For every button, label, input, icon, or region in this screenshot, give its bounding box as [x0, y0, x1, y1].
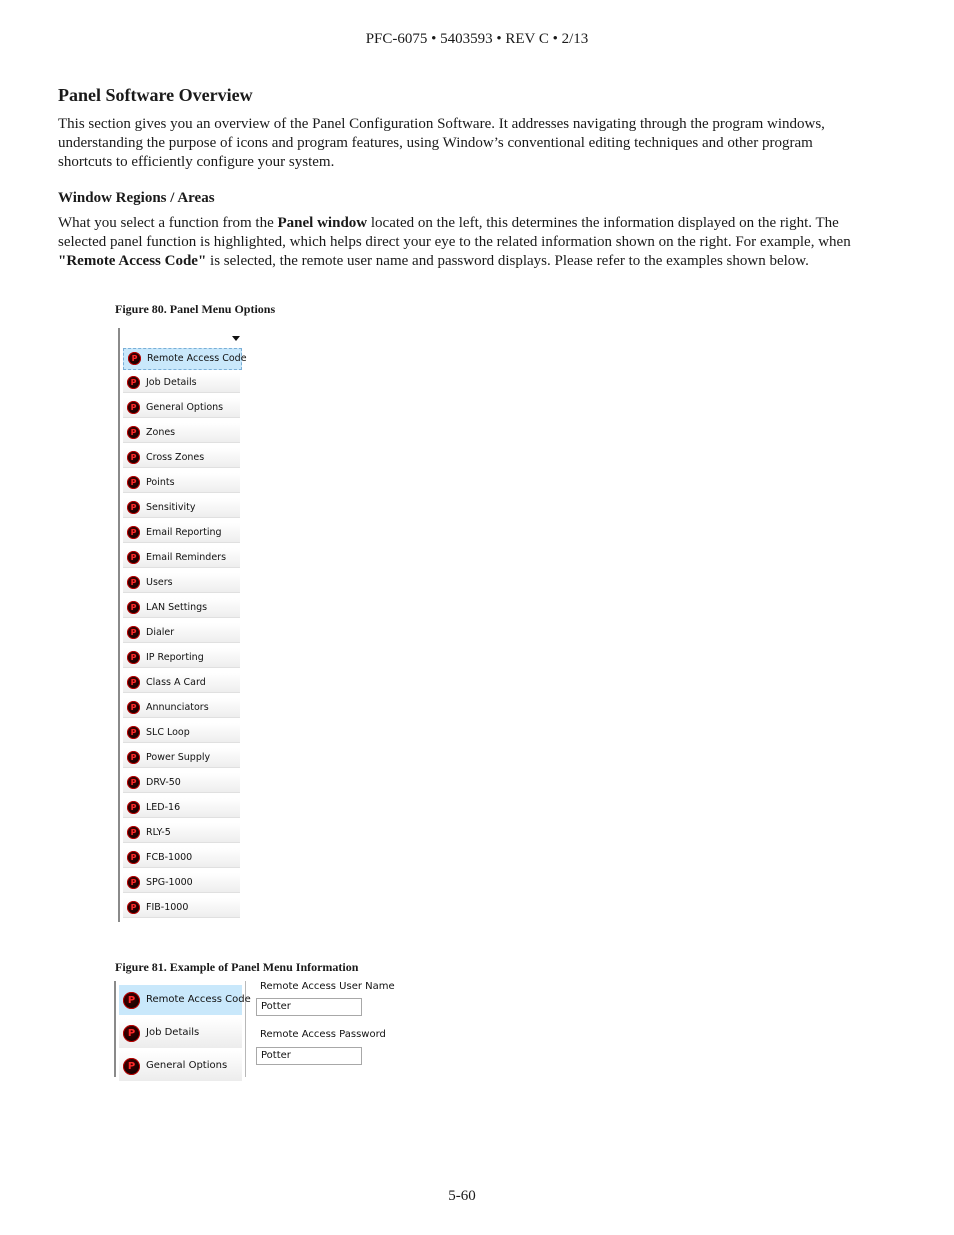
menu-item-slc-loop[interactable]	[123, 723, 240, 743]
panel-p-icon: P	[127, 426, 140, 439]
menu-item-email-reminders[interactable]	[123, 548, 240, 568]
panel-p-icon: P	[123, 1058, 140, 1075]
subsection-title: Window Regions / Areas	[58, 190, 215, 206]
example-item-label: General Options	[146, 1060, 228, 1071]
menu-item-label: Email Reporting	[146, 527, 222, 538]
dropdown-arrow-icon[interactable]	[232, 336, 240, 341]
panel-p-icon: P	[127, 626, 140, 639]
menu-item-lan-settings[interactable]	[123, 598, 240, 618]
menu-item-label: RLY-5	[146, 827, 171, 838]
para-text-3: is selected, the remote user name and password displays. Please refer to the examples shown below.	[206, 253, 809, 269]
menu-item-job-details[interactable]	[123, 373, 240, 393]
menu-item-fib-1000[interactable]	[123, 898, 240, 918]
menu-item-label: FCB-1000	[146, 852, 193, 863]
menu-item-users[interactable]	[123, 573, 240, 593]
menu-item-remote-access-code[interactable]	[123, 348, 247, 370]
menu-item-label: Power Supply	[146, 752, 211, 763]
panel-p-icon: P	[127, 451, 140, 464]
panel-p-icon: P	[127, 801, 140, 814]
panel-menu	[118, 328, 247, 922]
example-item-label: Job Details	[146, 1027, 200, 1038]
panel-p-icon: P	[127, 901, 140, 914]
menu-item-email-reporting[interactable]	[123, 523, 240, 543]
menu-item-drv-50[interactable]	[123, 773, 240, 793]
page-header: PFC-6075 • 5403593 • REV C • 2/13	[365, 31, 589, 47]
menu-item-led-16[interactable]	[123, 798, 240, 818]
menu-item-label: Points	[146, 477, 175, 488]
menu-item-points[interactable]	[123, 473, 240, 493]
menu-item-label: IP Reporting	[146, 652, 204, 663]
menu-item-spg-1000[interactable]	[123, 873, 240, 893]
panel-p-icon: P	[127, 526, 140, 539]
example-item-general-options[interactable]	[119, 1051, 242, 1081]
panel-p-icon: P	[127, 401, 140, 414]
para-bold-2: "Remote Access Code"	[58, 253, 207, 269]
panel-p-icon: P	[127, 551, 140, 564]
menu-item-ip-reporting[interactable]	[123, 648, 240, 668]
para-text-2: located on the left, this determines the information displayed on the right. The selected panel function is highlighted, which helps direct your eye to the related information shown on the right. For example, when	[58, 215, 851, 250]
para-text-1: What you select a function from the	[58, 215, 278, 231]
figure-81-caption: Figure 81. Example of Panel Menu Information	[115, 960, 359, 974]
remote-user-name-input[interactable]: Potter	[256, 998, 362, 1016]
panel-p-icon: P	[127, 826, 140, 839]
panel-p-icon: P	[127, 576, 140, 589]
menu-item-label: Users	[146, 577, 173, 588]
panel-p-icon: P	[127, 776, 140, 789]
section-title: Panel Software Overview	[58, 85, 253, 105]
panel-p-icon: P	[127, 476, 140, 489]
panel-menu-example	[114, 981, 251, 1077]
menu-item-label: FIB-1000	[146, 902, 189, 913]
menu-item-power-supply[interactable]	[123, 748, 240, 768]
menu-item-label: Remote Access Code	[147, 353, 247, 364]
example-item-job-details[interactable]	[119, 1018, 242, 1048]
panel-p-icon: P	[127, 751, 140, 764]
remote-password-input[interactable]: Potter	[256, 1047, 362, 1065]
menu-item-label: Email Reminders	[146, 552, 227, 563]
menu-item-dialer[interactable]	[123, 623, 240, 643]
intro-paragraph: This section gives you an overview of the Panel Configuration Software. It addresses navigating through the program windows, understanding the purpose of icons and program features, using Window’s conventional editing techniques and other program shortcuts to efficiently configure your system.	[58, 116, 825, 170]
page-number: 5-60	[448, 1188, 476, 1204]
menu-item-zones[interactable]	[123, 423, 240, 443]
example-item-remote-access-code[interactable]	[119, 985, 251, 1015]
panel-p-icon: P	[127, 701, 140, 714]
menu-item-fcb-1000[interactable]	[123, 848, 240, 868]
panel-p-icon: P	[127, 376, 140, 389]
menu-item-label: Annunciators	[146, 702, 209, 713]
menu-item-general-options[interactable]	[123, 398, 240, 418]
menu-item-label: LAN Settings	[146, 602, 208, 613]
panel-p-icon: P	[127, 601, 140, 614]
menu-item-label: General Options	[146, 402, 224, 413]
example-item-label: Remote Access Code	[146, 994, 251, 1005]
regions-paragraph	[58, 214, 858, 271]
panel-p-icon: P	[127, 851, 140, 864]
panel-p-icon: P	[123, 992, 140, 1009]
menu-item-cross-zones[interactable]	[123, 448, 240, 468]
menu-item-class-a-card[interactable]	[123, 673, 240, 693]
menu-item-annunciators[interactable]	[123, 698, 240, 718]
panel-p-icon: P	[127, 651, 140, 664]
figure-80-caption: Figure 80. Panel Menu Options	[115, 302, 276, 316]
panel-p-icon: P	[123, 1025, 140, 1042]
panel-p-icon: P	[127, 676, 140, 689]
remote-user-name-label: Remote Access User Name	[260, 981, 395, 992]
para-bold-1: Panel window	[277, 215, 368, 231]
menu-item-label: Zones	[146, 427, 176, 438]
menu-item-rly-5[interactable]	[123, 823, 240, 843]
menu-item-label: DRV-50	[146, 777, 181, 788]
panel-p-icon: P	[127, 501, 140, 514]
menu-header	[120, 328, 244, 346]
panel-p-icon: P	[128, 352, 141, 365]
remote-password-label: Remote Access Password	[260, 1029, 386, 1040]
menu-item-label: SLC Loop	[146, 727, 190, 738]
menu-item-label: Dialer	[146, 627, 175, 638]
panel-p-icon: P	[127, 876, 140, 889]
panel-p-icon: P	[127, 726, 140, 739]
menu-item-sensitivity[interactable]	[123, 498, 240, 518]
menu-item-label: Cross Zones	[146, 452, 205, 463]
menu-item-label: Sensitivity	[146, 502, 196, 513]
menu-item-label: LED-16	[146, 802, 181, 813]
menu-item-label: Class A Card	[146, 677, 206, 688]
menu-item-label: SPG-1000	[146, 877, 193, 888]
menu-item-label: Job Details	[146, 377, 197, 388]
